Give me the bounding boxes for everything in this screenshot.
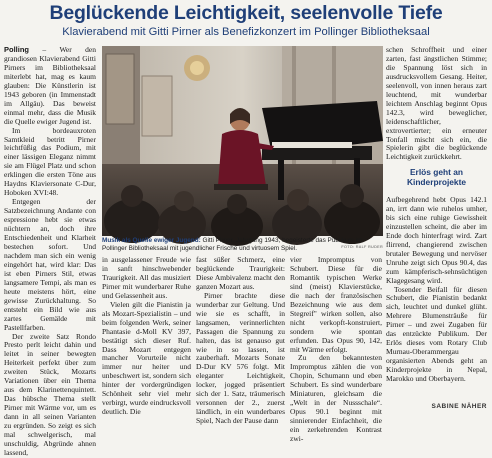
article-column-3 (196, 255, 285, 426)
paragraph: Tosender Beifall für diesen Schubert, die Pianistin bedankt sich, leuchtet und dunkel glüht. Mehrere Blumensträuße für Pirner – und zwei Zugaben für das entzückte Publikum. Der Erlös dieses vom Rotary Club Murnau-Oberammergau organisierten Abends geht an Kinderprojekte in Nepal, Marokko und Oberbayern. (386, 284, 487, 384)
paragraph: Der zweite Satz Rondo Presto perlt leicht dahin und leitet in seiner bewegten Heiterkeit perfekt über zum zweiten Stück, Mozarts Variationen über ein Thema aus dem Klarinettenquintett. Das hübsche Thema stellt Pirner mit Wärme vor, um es dann in all seinen Varianten zu ergründen. So zeigt es sich mal schwelgerisch, mal unschuldig, Abgründe ahnen lassend, (4, 331, 96, 457)
article-column-1 (4, 45, 96, 457)
paragraph: Im bordeauxroten Samtkleid betritt Pirner leichtfüßig das Podium, mit einer lässigen Eleganz nimmt sie am Flügel Platz und schon erklingen die ersten Töne aus Haydns Klaviersonate C-Dur, Hoboken XVI:48. (4, 125, 96, 198)
caption-lead: Musik als Quelle ewiger Jugend: (102, 237, 201, 244)
article-column-4 (290, 255, 382, 444)
subheadline: Klavierabend mit Gitti Pirner als Benefizkonzert im Pollinger Bibliotheksaal (62, 26, 430, 38)
paragraph: Pirner brachte diese wunderbar zur Geltung. Und wie sie es schafft, in langsamen, verinnerlichten Passagen die Spannung zu halten, das ist genauso gut wie in so lassen, ist zauberhaft. Mozarts Sonate D-Dur KV 576 folgt. Mit eleganter Leichtigkeit, locker, jogged präsentiert sich der 1. Satz, träumerisch versonnen der 2., zuerst ländlich, in ein wunderbares Spiel, Nach der Pause dann (196, 290, 285, 426)
article-column-5-bottom (386, 196, 487, 401)
dateline: Polling (4, 45, 29, 54)
paragraph: Entgegen der Satzbezeichnung Andante con espressione hebt sie etwas nüchtern an, doch ihre Entschiedenheit und Klarheit bestechen sofort. Und nachdem man sich ein wenig eingehört hat, wird klar: Das ist eben Pirners Stil, etwas langsamere Tempi, als man es heute meistens hört, eine gewisse Zurückhaltung. So entsteht ein Bild wie aus zartes Gemälde mit Pastellfarben. (4, 197, 96, 332)
paragraph: Vielen gilt die Pianistin ja als Mozart-Spezialistin – und beim folgenden Werk, seiner Phantasie d-Moll KV 397, bestätigt sich dieser Ruf. Dass Mozart entgegen mancher Vorurteile nicht immer nur heiter und unbeschwert ist, sondern sich hinter der vordergründigen Schönheit sehr viel mehr verbirgt, wurde eindrucksvoll deutlich. Die (102, 299, 191, 417)
paragraph: Aufbegehrend hebt Opus 142.1 an, irrt dann wie ruhelos umher, bis sich eine ruhige Gewissheit einzustellen scheint, die aber im Ende doch hinterfragt wird. Zart flirrend, changierend zwischen brutaler Bewegung und nervöser Unruhe zeigt sich Opus 90.4, das zum kämpferisch-sehnsüchtigen Klagegesang wird. (386, 195, 487, 285)
section-heading: Erlös geht an Kinderprojekte (406, 167, 467, 187)
article-column-5-top (386, 46, 487, 166)
paragraph: Polling – Wer den grandiosen Klavierabend Gitti Pirners im Bibliotheksaal miterlebt hat, mag es kaum glauben: Die Künstlerin ist 1943 geboren (in Immenstadt im Allgäu). Das beweist einmal mehr, dass die Musik die Quelle ewiger Jugend ist. (4, 45, 96, 126)
paragraph: schen Schroffheit und einer zarten, fast ängstlichen Stimme; die Spannung löst sich in ausdrucksvollem Gesang. Heiter, seelenvoll, von innen heraus zart leuchtend, mit wunderbar leichtem Anschlag beginnt Opus 142.3, wird beweglicher, leidenschaftlicher, extrovertierter; ein erneuter Tonfall mischt sich ein, die Spielerin gibt die beglückende Leichtigkeit zurückkehrt. (386, 45, 487, 162)
paragraph: vier Impromptus von Schubert. Diese für die Romantik typischen Werke sind (meist) Klavierstücke, die nach der französischen Bezeichnung wie aus dem Stegreif" wirken sollen, also nicht verkopft-konstruiert, sondern wie spontan erfunden. Das Opus 90, 142, mit Wärme erfolgt. (290, 255, 382, 354)
paragraph: Zu den bekanntesten Impromptus zählen die von Chopin, Schumann und eben Schubert. Es sind wunderbare Miniaturen, gleichsam die „Welt in der Nussschale“. Opus 90.1 beginnt mit sinnierender Einfachheit, die ein zerkehrenden Kontrast zwi- (290, 353, 382, 444)
paragraph: in ausgelassener Freude wie in sanft hinschwebender Traurigkeit. All das musiziert Pirner mit wunderbarer Ruhe und Gelassenheit aus. (102, 255, 191, 300)
caption-text: Gitti Pirner, Jahrgang 1943, begeisterte das Publikum im Pollinger Bibliotheksaal mit jugendlicher Frische und virtuosem Spiel. (102, 237, 363, 252)
paragraph: fast süßer Schmerz, eine beglückende Traurigkeit: Diese Ambivalenz macht den ganzen Mozart aus. (196, 255, 285, 291)
concert-photo (102, 46, 383, 236)
article-column-2 (102, 256, 191, 416)
headline: Beglückende Leichtigkeit, seelenvolle Tiefe (49, 2, 443, 24)
photo-illustration (102, 46, 383, 236)
author-byline: SABINE NÄHER (431, 403, 487, 410)
photo-credit: FOTO: RALF RUDER (341, 245, 383, 249)
